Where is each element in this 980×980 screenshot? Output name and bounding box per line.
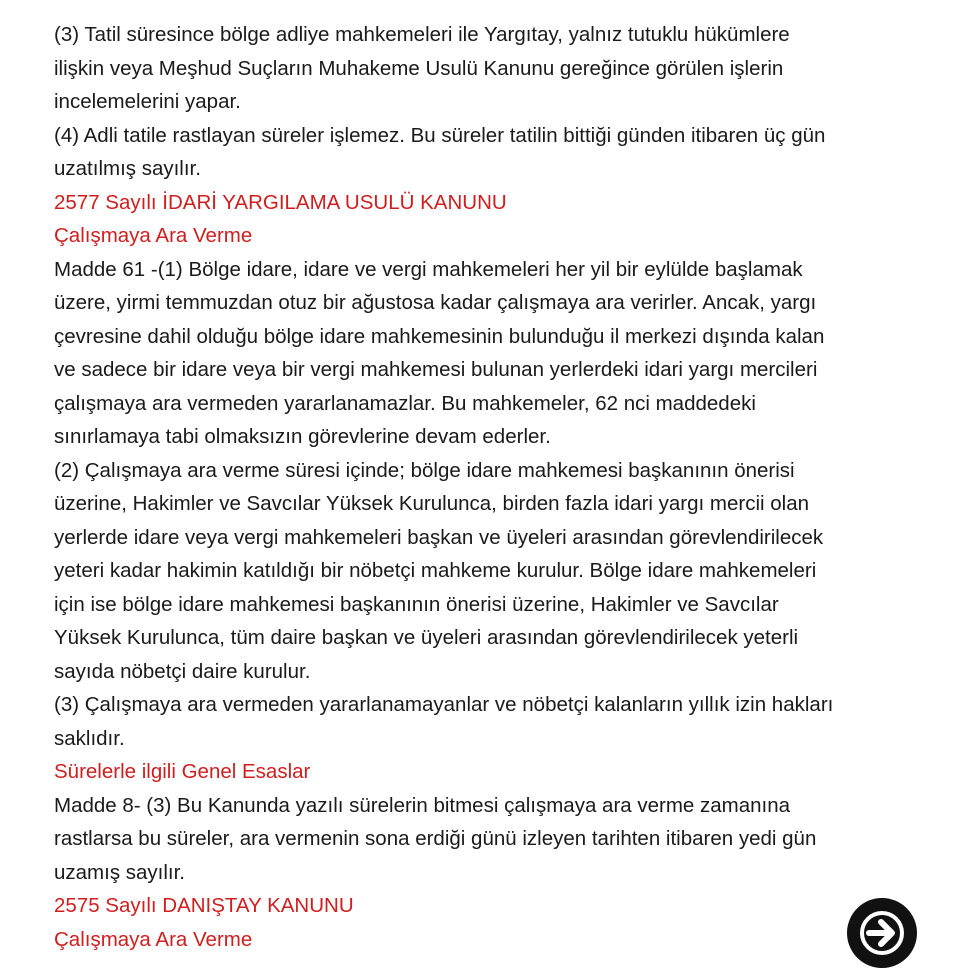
- paragraph-line: sınırlamaya tabi olmaksızın görevlerine devam ederler.: [54, 425, 551, 448]
- section-heading: Çalışmaya Ara Verme: [54, 224, 253, 247]
- section-heading: Sürelerle ilgili Genel Esaslar: [54, 760, 311, 783]
- paragraph-line: (3) Tatil süresince bölge adliye mahkemeleri ile Yargıtay, yalnız tutuklu hükümlere: [54, 23, 790, 46]
- paragraph-line: (4) Adli tatile rastlayan süreler işlemez. Bu süreler tatilin bittiği günden itibaren üç gün: [54, 123, 826, 147]
- paragraph-line: rastlarsa bu süreler, ara vermenin sona erdiği günü izleyen tarihten itibaren yedi gün: [54, 827, 817, 850]
- paragraph-line: ilişkin veya Meşhud Suçların Muhakeme Usulü Kanunu gereğince görülen işlerin: [54, 56, 784, 80]
- paragraph-line: üzerine, Hakimler ve Savcılar Yüksek Kurulunca, birden fazla idari yargı mercii olan: [54, 492, 810, 515]
- paragraph-line: Madde 8- (3) Bu Kanunda yazılı sürelerin bitmesi çalışmaya ara verme zamanına: [54, 793, 791, 817]
- paragraph-line: uzatılmış sayılır.: [54, 157, 201, 180]
- section-heading: 2575 Sayılı DANIŞTAY KANUNU: [54, 894, 354, 917]
- paragraph-line: çalışmaya ara vermeden yararlanamazlar. Bu mahkemeler, 62 nci maddedeki: [54, 391, 756, 415]
- paragraph-line: (2) Çalışmaya ara verme süresi içinde; bölge idare mahkemesi başkanının önerisi: [54, 458, 795, 482]
- paragraph-line: Madde 61 -(1) Bölge idare, idare ve vergi mahkemeleri her yil bir eylülde başlamak: [54, 257, 803, 281]
- paragraph-line: sayıda nöbetçi daire kurulur.: [54, 659, 311, 683]
- paragraph-line: yerlerde idare veya vergi mahkemeleri başkan ve üyeleri arasından görevlendirilecek: [54, 525, 824, 549]
- paragraph-line: uzamış sayılır.: [54, 860, 186, 884]
- section-heading: 2577 Sayılı İDARİ YARGILAMA USULÜ KANUNU: [54, 190, 507, 214]
- next-page-button[interactable]: [847, 898, 917, 968]
- paragraph-line: yeteri kadar hakimin katıldığı bir nöbetçi mahkeme kurulur. Bölge idare mahkemeleri: [54, 559, 817, 582]
- paragraph-line: Yüksek Kurulunca, tüm daire başkan ve üyeleri arasından görevlendirilecek yeterli: [54, 626, 799, 649]
- arrow-right-icon: [859, 910, 905, 956]
- paragraph-line: üzere, yirmi temmuzdan otuz bir ağustosa kadar çalışmaya ara verirler. Ancak, yargı: [54, 291, 817, 314]
- document-text: [54, 18, 940, 956]
- paragraph-line: incelemelerini yapar.: [54, 90, 241, 113]
- section-heading: Çalışmaya Ara Verme: [54, 927, 253, 951]
- paragraph-line: saklıdır.: [54, 726, 125, 750]
- paragraph-line: (3) Çalışmaya ara vermeden yararlanamayanlar ve nöbetçi kalanların yıllık izin hakları: [54, 693, 834, 716]
- paragraph-line: ve sadece bir idare veya bir vergi mahkemesi bulunan yerlerdeki idari yargı mercileri: [54, 358, 818, 381]
- paragraph-line: için ise bölge idare mahkemesi başkanının önerisi üzerine, Hakimler ve Savcılar: [54, 592, 779, 616]
- paragraph-line: çevresine dahil olduğu bölge idare mahkemesinin bulunduğu il merkezi dışında kalan: [54, 324, 825, 348]
